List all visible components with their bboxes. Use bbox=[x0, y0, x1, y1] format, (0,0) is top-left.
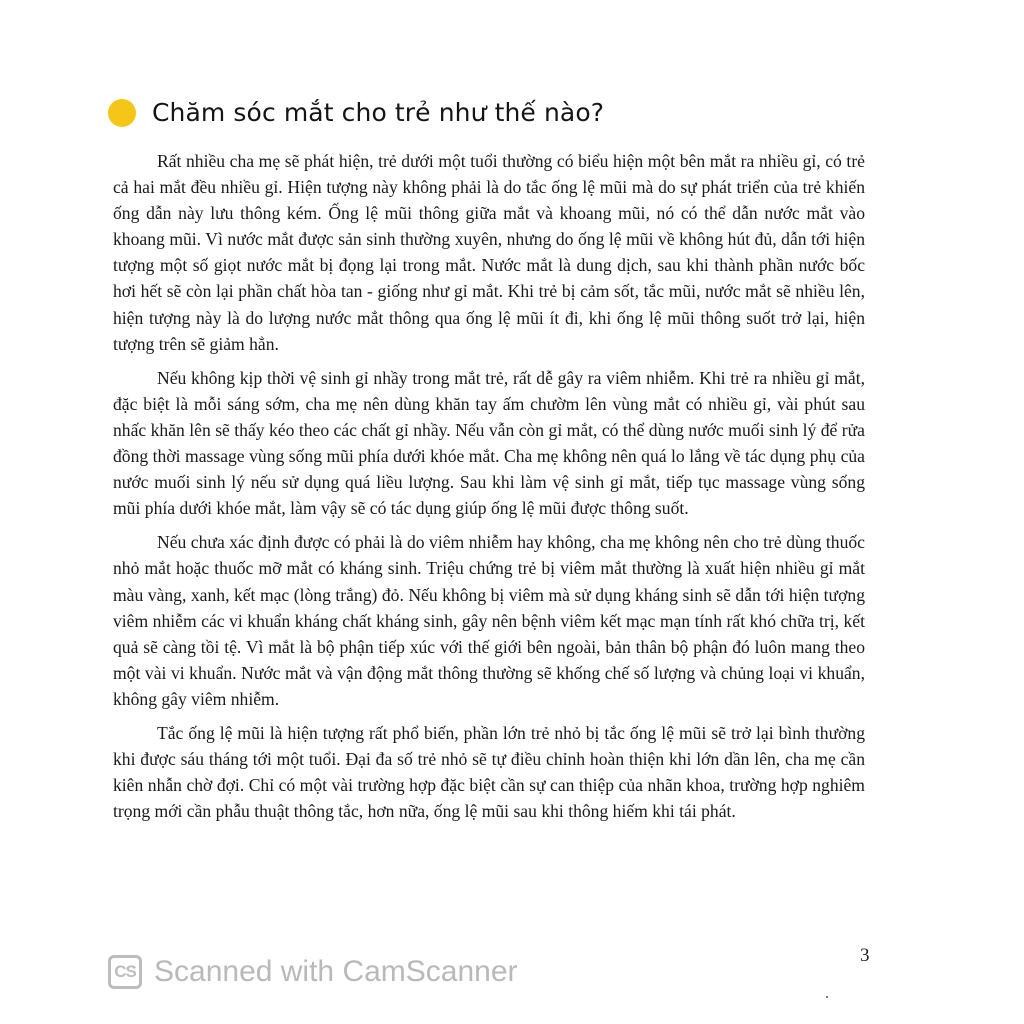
paragraph-2: Nếu không kịp thời vệ sinh gỉ nhầy trong mắt trẻ, rất dễ gây ra viêm nhiễm. Khi trẻ ra nhiều gỉ mắt, đặc biệt là mỗi sáng sớm, cha mẹ nên dùng khăn tay ấm chườm lên vùng mắt có nhiều gỉ, vài phút sau nhấc khăn lên sẽ thấy kéo theo các chất gỉ nhầy. Nếu vẫn còn gỉ mắt, có thể dùng nước muối sinh lý để rửa đồng thời massage vùng sống mũi phía dưới khóe mắt. Cha mẹ không nên quá lo lắng về tác dụng phụ của nước muối sinh lý nếu sử dụng quá liều lượng. Sau khi làm vệ sinh gỉ mắt, tiếp tục massage vùng sống mũi phía dưới khóe mắt, làm vậy sẽ có tác dụng giúp ống lệ mũi được thông suốt. bbox=[113, 367, 865, 519]
camscanner-logo-icon: CS bbox=[108, 955, 142, 989]
scan-speck bbox=[826, 996, 828, 998]
heading-title: Chăm sóc mắt cho trẻ như thế nào? bbox=[152, 98, 605, 127]
paragraph-3: Nếu chưa xác định được có phải là do viêm nhiễm hay không, cha mẹ không nên cho trẻ dùng thuốc nhỏ mắt hoặc thuốc mỡ mắt có kháng sinh. Triệu chứng trẻ bị viêm mắt thường là xuất hiện nhiều gỉ mắt màu vàng, xanh, kết mạc (lòng trắng) đỏ. Nếu không bị viêm mà sử dụng kháng sinh sẽ dẫn tới hiện tượng viêm nhiễm các vi khuẩn kháng chất kháng sinh, gây nên bệnh viêm kết mạc mạn tính rất khó chữa trị, kết quả sẽ càng tồi tệ. Vì mắt là bộ phận tiếp xúc với thế giới bên ngoài, bản thân bộ phận đó luôn mang theo một vài vi khuẩn. Nước mắt và vận động mắt thông thường sẽ khống chế số lượng và chủng loại vi khuẩn, không gây viêm nhiễm. bbox=[113, 532, 865, 709]
yellow-bullet-icon bbox=[108, 99, 136, 127]
body-text bbox=[113, 148, 865, 832]
paragraph-1: Rất nhiều cha mẹ sẽ phát hiện, trẻ dưới một tuổi thường có biểu hiện một bên mắt ra nhiều gỉ, có trẻ cả hai mắt đều nhiều gỉ. Hiện tượng này không phải là do tắc ống lệ mũi mà do sự phát triển của trẻ khiến ống dẫn này lưu thông kém. Ống lệ mũi thông giữa mắt và khoang mũi, nó có thể dẫn nước mắt vào khoang mũi. Vì nước mắt được sản sinh thường xuyên, nhưng do ống lệ mũi về không hút đủ, dẫn tới hiện tượng một số giọt nước mắt bị đọng lại trong mắt. Nước mắt là dung dịch, sau khi thành phần nước bốc hơi hết sẽ còn lại phần chất hòa tan - giống như gỉ mắt. Khi trẻ bị cảm sốt, tắc mũi, nước mắt sẽ nhiều lên, hiện tượng này là do lượng nước mắt thông qua ống lệ mũi ít đi, khi ống lệ mũi thông suốt trở lại, hiện tượng trên sẽ giảm hẳn. bbox=[113, 151, 865, 354]
watermark-text: Scanned with CamScanner bbox=[154, 955, 518, 988]
camscanner-watermark bbox=[108, 955, 518, 989]
page-number: 3 bbox=[860, 945, 870, 966]
paragraph-4: Tắc ống lệ mũi là hiện tượng rất phổ biến, phần lớn trẻ nhỏ bị tắc ống lệ mũi sẽ trở lại bình thường khi được sáu tháng tới một tuổi. Đại đa số trẻ nhỏ sẽ tự điều chỉnh hoàn thiện khi lớn dần lên, cha mẹ cần kiên nhẫn chờ đợi. Chỉ có một vài trường hợp đặc biệt cần sự can thiệp của nhãn khoa, trường hợp nghiêm trọng mới cần phẫu thuật thông tắc, hơn nữa, ống lệ mũi sau khi thông hiếm khi tái phát. bbox=[113, 722, 865, 822]
section-heading bbox=[108, 98, 604, 127]
